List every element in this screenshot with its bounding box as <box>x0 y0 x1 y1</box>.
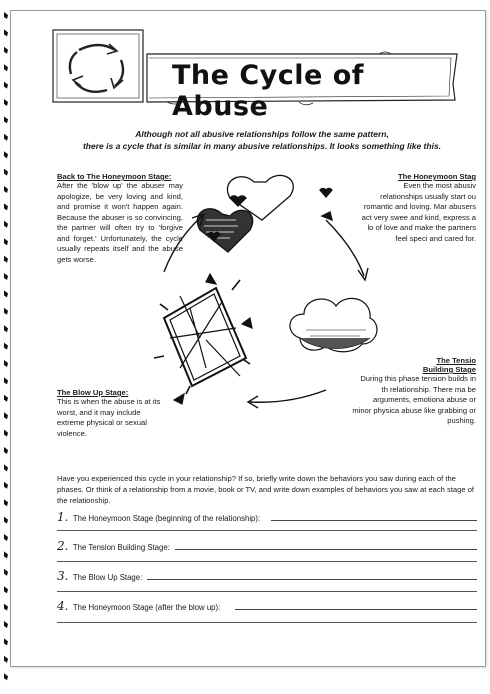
spiral-ring <box>4 256 8 263</box>
spiral-ring <box>4 203 8 210</box>
stage-blowup-title: The Blow Up Stage: <box>57 388 129 397</box>
intro-line-2: there is a cycle that is similar in many abusive relationships. It looks something like this. <box>82 141 442 151</box>
spiral-ring <box>4 464 8 471</box>
spiral-ring <box>4 551 8 558</box>
spiral-ring <box>4 569 8 576</box>
spiral-ring <box>4 534 8 541</box>
spiral-ring <box>4 325 8 332</box>
spiral-ring <box>4 430 8 437</box>
spiral-ring <box>4 604 8 611</box>
prompt-row-3 <box>57 567 477 583</box>
prompt-4-label: The Honeymoon Stage (after the blow up): <box>72 603 221 612</box>
storm-cloud-icon <box>290 298 377 351</box>
prompt-3-number: 3. <box>57 569 69 583</box>
prompt-1-number: 1. <box>57 510 69 524</box>
arrow-to-tension-icon <box>322 212 368 280</box>
spiral-ring <box>4 134 8 141</box>
stage-blowup-text: This is when the abuse is at its worst, and it may include extreme physical or sexual violence. <box>57 397 161 438</box>
spiral-ring <box>4 343 8 350</box>
prompt-row-1 <box>57 508 477 524</box>
stage-tension-text: During this phase tension builds in th relationship. There ma be arguments, emotiona abuse or minor physica abuse like grabbing or pushing. <box>352 374 476 425</box>
prompt-4-number: 4. <box>57 599 69 613</box>
spiral-ring <box>4 395 8 402</box>
spiral-ring <box>4 290 8 297</box>
stage-back-text: After the 'blow up' the abuser may apologize, be very loving and kind, and promise it won't happen again. Because the abuser is so convincing, the partner will often try to 'forgive and forget.' Unfortunately, the cycle usually repeats itself and the abuse gets worse. <box>57 181 183 264</box>
stage-honeymoon-title: The Honeymoon Stag <box>397 172 476 181</box>
prompt-3-answer-line-2[interactable] <box>57 591 477 592</box>
stage-back-title: Back to The Honeymoon Stage: <box>57 172 172 181</box>
prompt-4-answer-line[interactable] <box>235 609 477 610</box>
spiral-ring <box>4 47 8 54</box>
spiral-ring <box>4 499 8 506</box>
spiral-ring <box>4 169 8 176</box>
spiral-ring <box>4 221 8 228</box>
spiral-ring <box>4 621 8 628</box>
spiral-ring <box>4 82 8 89</box>
stage-tension-title-1: The Tensio <box>436 356 476 365</box>
spiral-ring <box>4 360 8 367</box>
stage-blow-up <box>57 388 161 439</box>
page-title: The Cycle of Abuse <box>172 60 365 122</box>
prompt-2-number: 2. <box>57 539 69 553</box>
prompt-2-label: The Tension Building Stage: <box>72 543 170 552</box>
prompt-2-answer-line[interactable] <box>175 549 477 550</box>
spiral-ring <box>4 238 8 245</box>
spiral-ring <box>4 151 8 158</box>
prompt-4-answer-line-2[interactable] <box>57 622 477 623</box>
cycle-diagram <box>150 168 378 416</box>
stage-honeymoon-text: Even the most abusiv relationships usually start ou romantic and loving. Mar abusers act very swee and kind, express a lo of love and make the partners feel speci and cared for. <box>361 181 476 243</box>
prompt-row-4 <box>57 597 477 613</box>
spiral-ring <box>4 638 8 645</box>
spiral-ring <box>4 186 8 193</box>
spiral-ring <box>4 586 8 593</box>
stage-tension-title-2: Building Stage <box>422 365 476 374</box>
recycle-arrows-icon <box>70 44 123 92</box>
spiral-ring <box>4 673 8 680</box>
prompt-1-answer-line-2[interactable] <box>57 530 477 531</box>
prompt-3-answer-line[interactable] <box>147 579 477 580</box>
prompt-3-label: The Blow Up Stage: <box>72 573 143 582</box>
hearts-icon <box>197 175 332 252</box>
spiral-ring <box>4 308 8 315</box>
spiral-ring <box>4 517 8 524</box>
spiral-ring <box>4 482 8 489</box>
spiral-ring <box>4 412 8 419</box>
intro-line-1: Although not all abusive relationships follow the same pattern, <box>135 129 389 139</box>
spiral-ring <box>4 116 8 123</box>
reflection-question: Have you experienced this cycle in your relationship? If so, briefly write down the behaviors you saw during each of the phases. Or think of a relationship from a movie, book or TV, and write down examples of behaviors you saw at each stage of the relationship. <box>57 474 475 505</box>
spiral-ring <box>4 377 8 384</box>
spiral-ring <box>4 656 8 663</box>
prompt-row-2 <box>57 537 477 553</box>
spiral-ring <box>4 273 8 280</box>
intro-text <box>62 128 462 152</box>
arrow-to-blowup-icon <box>248 390 326 408</box>
prompt-2-answer-line-2[interactable] <box>57 561 477 562</box>
spiral-ring <box>4 29 8 36</box>
spiral-ring <box>4 12 8 19</box>
spiral-ring <box>4 64 8 71</box>
prompt-1-label: The Honeymoon Stage (beginning of the relationship): <box>72 514 261 523</box>
spiral-ring <box>4 99 8 106</box>
prompt-1-answer-line[interactable] <box>271 520 477 521</box>
broken-frame-icon <box>154 274 252 404</box>
spiral-ring <box>4 447 8 454</box>
